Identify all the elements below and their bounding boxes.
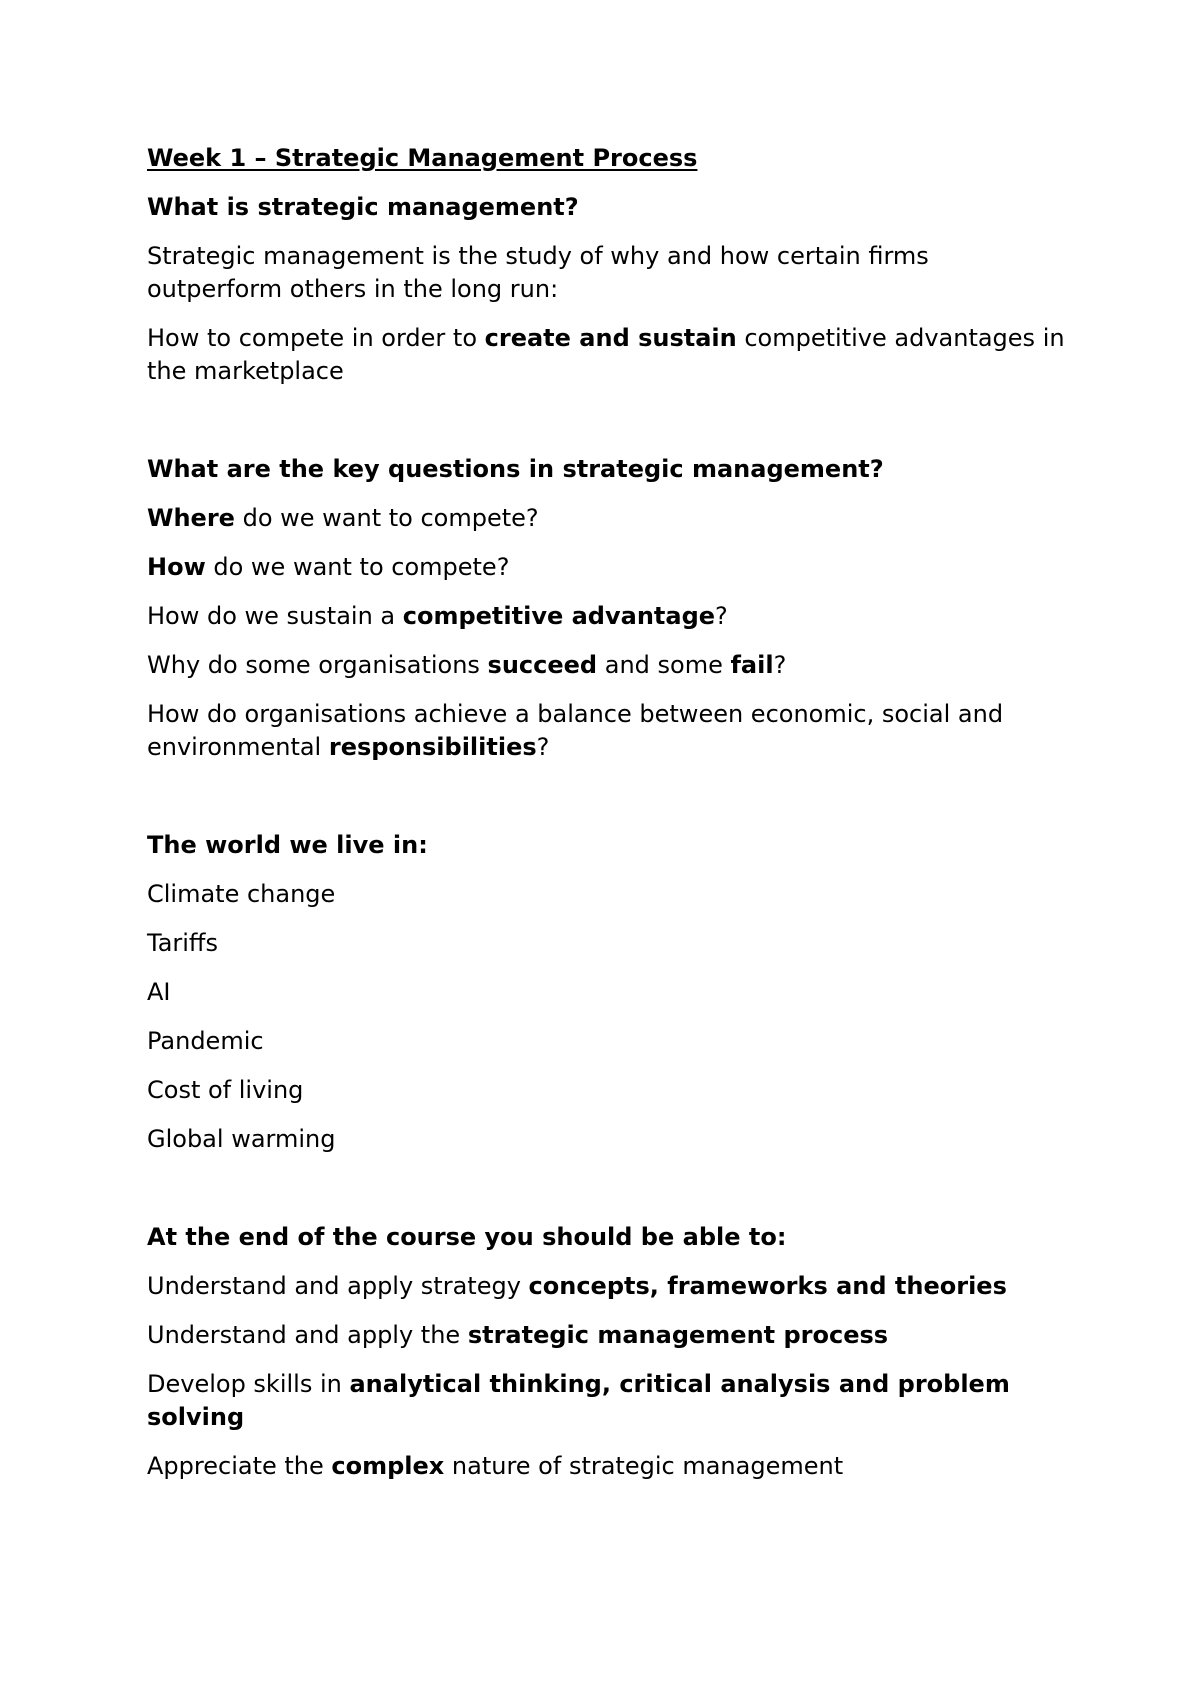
world-item: Tariffs [147,929,218,957]
section-heading-strategic-management: What is strategic management? [147,193,579,221]
world-item: Pandemic [147,1027,264,1055]
section-heading-world: The world we live in: [147,831,428,859]
spacer [147,404,1067,453]
outcome-item: Appreciate the complex nature of strategic management [147,1452,844,1480]
question-item: How do we want to compete? [147,553,510,581]
question-item: Where do we want to compete? [147,504,539,532]
question-item: How do organisations achieve a balance between economic, social and environmental responsibilities? [147,700,1004,761]
world-item: Cost of living [147,1076,304,1104]
outcome-item: Understand and apply strategy concepts, frameworks and theories [147,1272,1007,1300]
document-title: Week 1 – Strategic Management Process [147,144,698,172]
section-heading-outcomes: At the end of the course you should be able to: [147,1223,787,1251]
section-heading-key-questions: What are the key questions in strategic management? [147,455,884,483]
document-body [147,142,1067,1499]
question-item: How do we sustain a competitive advantage? [147,602,728,630]
world-item: Climate change [147,880,336,908]
spacer [147,1172,1067,1221]
question-item: Why do some organisations succeed and some fail? [147,651,787,679]
definition-paragraph: Strategic management is the study of why and how certain firms outperform others in the long run: [147,242,929,303]
world-item: Global warming [147,1125,336,1153]
world-item: AI [147,978,171,1006]
spacer [147,780,1067,829]
outcome-item: Understand and apply the strategic management process [147,1321,889,1349]
outcome-item: Develop skills in analytical thinking, critical analysis and problem solving [147,1370,1010,1431]
compete-paragraph: How to compete in order to create and sustain competitive advantages in the marketplace [147,324,1065,385]
